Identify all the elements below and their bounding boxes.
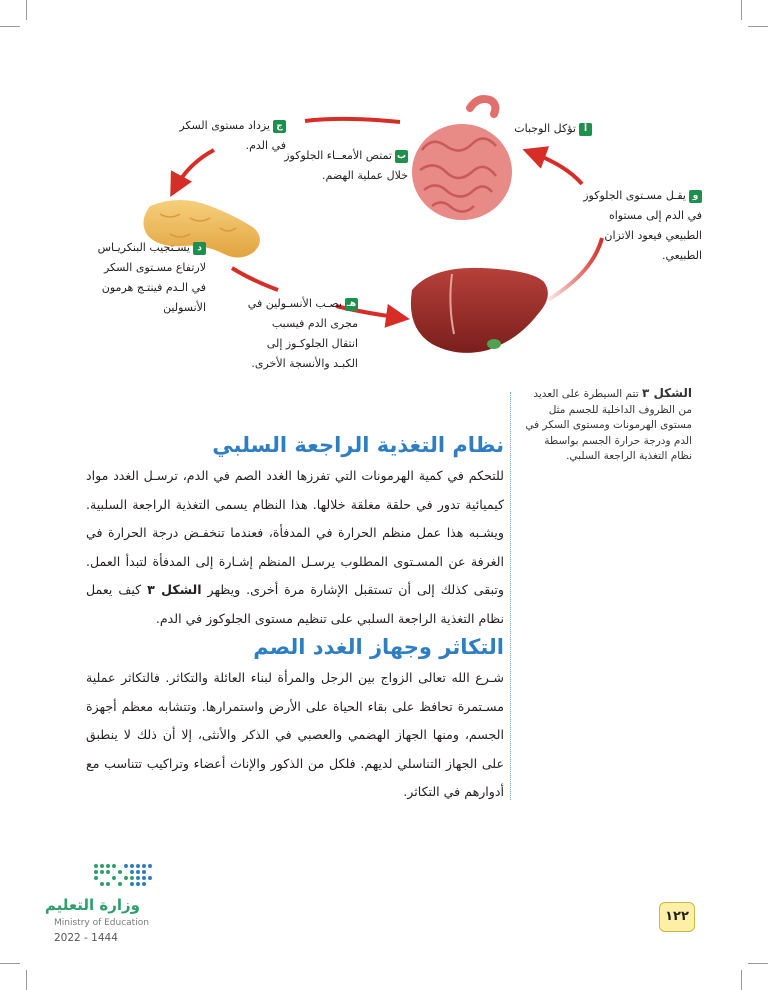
- cycle-arrow: [305, 119, 400, 122]
- paragraph-text: كيف يعمل نظام التغذية الراجعة السلبي على تنظيم مستوى الجلوكوز في الدم.: [86, 582, 504, 626]
- step-badge: ج: [273, 120, 286, 133]
- page-number-text: ١٢٢: [665, 909, 689, 924]
- section-heading: التكاثر وجهاز الغدد الصم: [253, 635, 504, 659]
- figure-caption: [520, 386, 692, 465]
- step-text: تمتص الأمعــاء الجلوكوز خلال عملية الهضم.: [284, 149, 408, 182]
- page-number: [659, 902, 695, 932]
- ministry-name-ar: وزارة التعليم: [44, 896, 140, 914]
- section-reproduction: [86, 630, 504, 807]
- step-badge: ب: [396, 150, 407, 161]
- step-b-label: [282, 146, 408, 186]
- ministry-name-en: Ministry of Education: [54, 918, 149, 928]
- step-text: يصـب الأنسـولين في مجرى الدم فيسبب انتقال الجلوكـوز إلى الكبـد والأنسجة الأخرى.: [247, 297, 358, 370]
- figure-label: الشكل ٣: [641, 386, 692, 400]
- step-text: تؤكل الوجبات: [514, 122, 576, 135]
- step-badge: د: [193, 242, 206, 255]
- crop-mark: [748, 963, 768, 964]
- crop-mark: [741, 970, 742, 990]
- cycle-arrow: [174, 150, 214, 190]
- edition-year: 2022 - 1444: [54, 932, 118, 944]
- column-divider: [510, 392, 511, 800]
- step-badge: هـ: [346, 298, 357, 309]
- crop-mark: [0, 963, 20, 964]
- section-paragraph: شـرع الله تعالى الزواج بين الرجل والمرأة لبناء العائلة والتكاثر. فالتكاثر عملية مسـتمرة تحافظ على بقاء الحياة على الأرض واستمرارها. وتتشابه معظم أجهزة الجسم، ومنها الجهاز الهضمي والعصبي في الذكر والأنثى، إلا أن ذلك لا ينطبق على الجهاز التناسلي لديهم. فلكل من الذكور والإناث أعضاء وتراكيب تتناسب مع أدوارهم في التكاثر.: [86, 670, 504, 800]
- liver-image: [411, 268, 548, 353]
- cycle-arrow: [232, 268, 278, 290]
- figure-caption-text: تتم السيطرة على العديد من الظروف الداخلية للجسم مثل مستوى الهرمونات ومستوى السكر في الدم ودرجة حرارة الجسم بواسطة نظام التغذية الراجعة السلبي.: [525, 388, 692, 463]
- section-paragraph: [86, 462, 504, 634]
- step-text: يزداد مستوى السكر في الدم.: [179, 119, 286, 152]
- crop-mark: [26, 970, 27, 990]
- paragraph-text: للتحكم في كمية الهرمونات التي تفرزها الغدد الصم في الدم، ترسـل الغدد مواد كيميائية تدور في حلقة مغلقة خلالها. هذا النظام يسمى التغذية الراجعة السلبية. ويشـبه هذا عمل منظم الحرارة في المدفأة، فعندما تنخفـض درجة الحرارة في الغرفة عن المسـتوى المطلوب يرسـل المنظم إشـارة إلى المدفأة لتبدأ العمل. وتبقى كذلك إلى أن تستقبل الإشارة مرة أخرى. ويظهر: [86, 468, 504, 598]
- cycle-arrow: [530, 152, 582, 184]
- step-e-label: [246, 294, 358, 374]
- ministry-logo-icon: [92, 862, 154, 890]
- step-a-label: [508, 119, 592, 139]
- section-negative-feedback: [86, 428, 504, 634]
- step-badge: و: [689, 190, 702, 203]
- step-text: يقـل مسـتوى الجلوكوز في الدم إلى مستواه الطبيعي فيعود الاتزان الطبيعي.: [583, 189, 702, 262]
- section-heading: نظام التغذية الراجعة السلبي: [212, 433, 504, 457]
- step-f-label: [574, 186, 702, 266]
- step-badge: أ: [579, 123, 592, 136]
- intestine-image: [412, 99, 512, 220]
- step-text: يسـتجيب البنكريـاس لارتفاع مسـتوى السكر في الـدم فينتـج هرمون الأنسولين: [97, 241, 206, 314]
- figure-reference: الشكل ٣: [147, 582, 202, 598]
- step-d-label: [90, 238, 206, 318]
- step-c-label: [172, 116, 286, 156]
